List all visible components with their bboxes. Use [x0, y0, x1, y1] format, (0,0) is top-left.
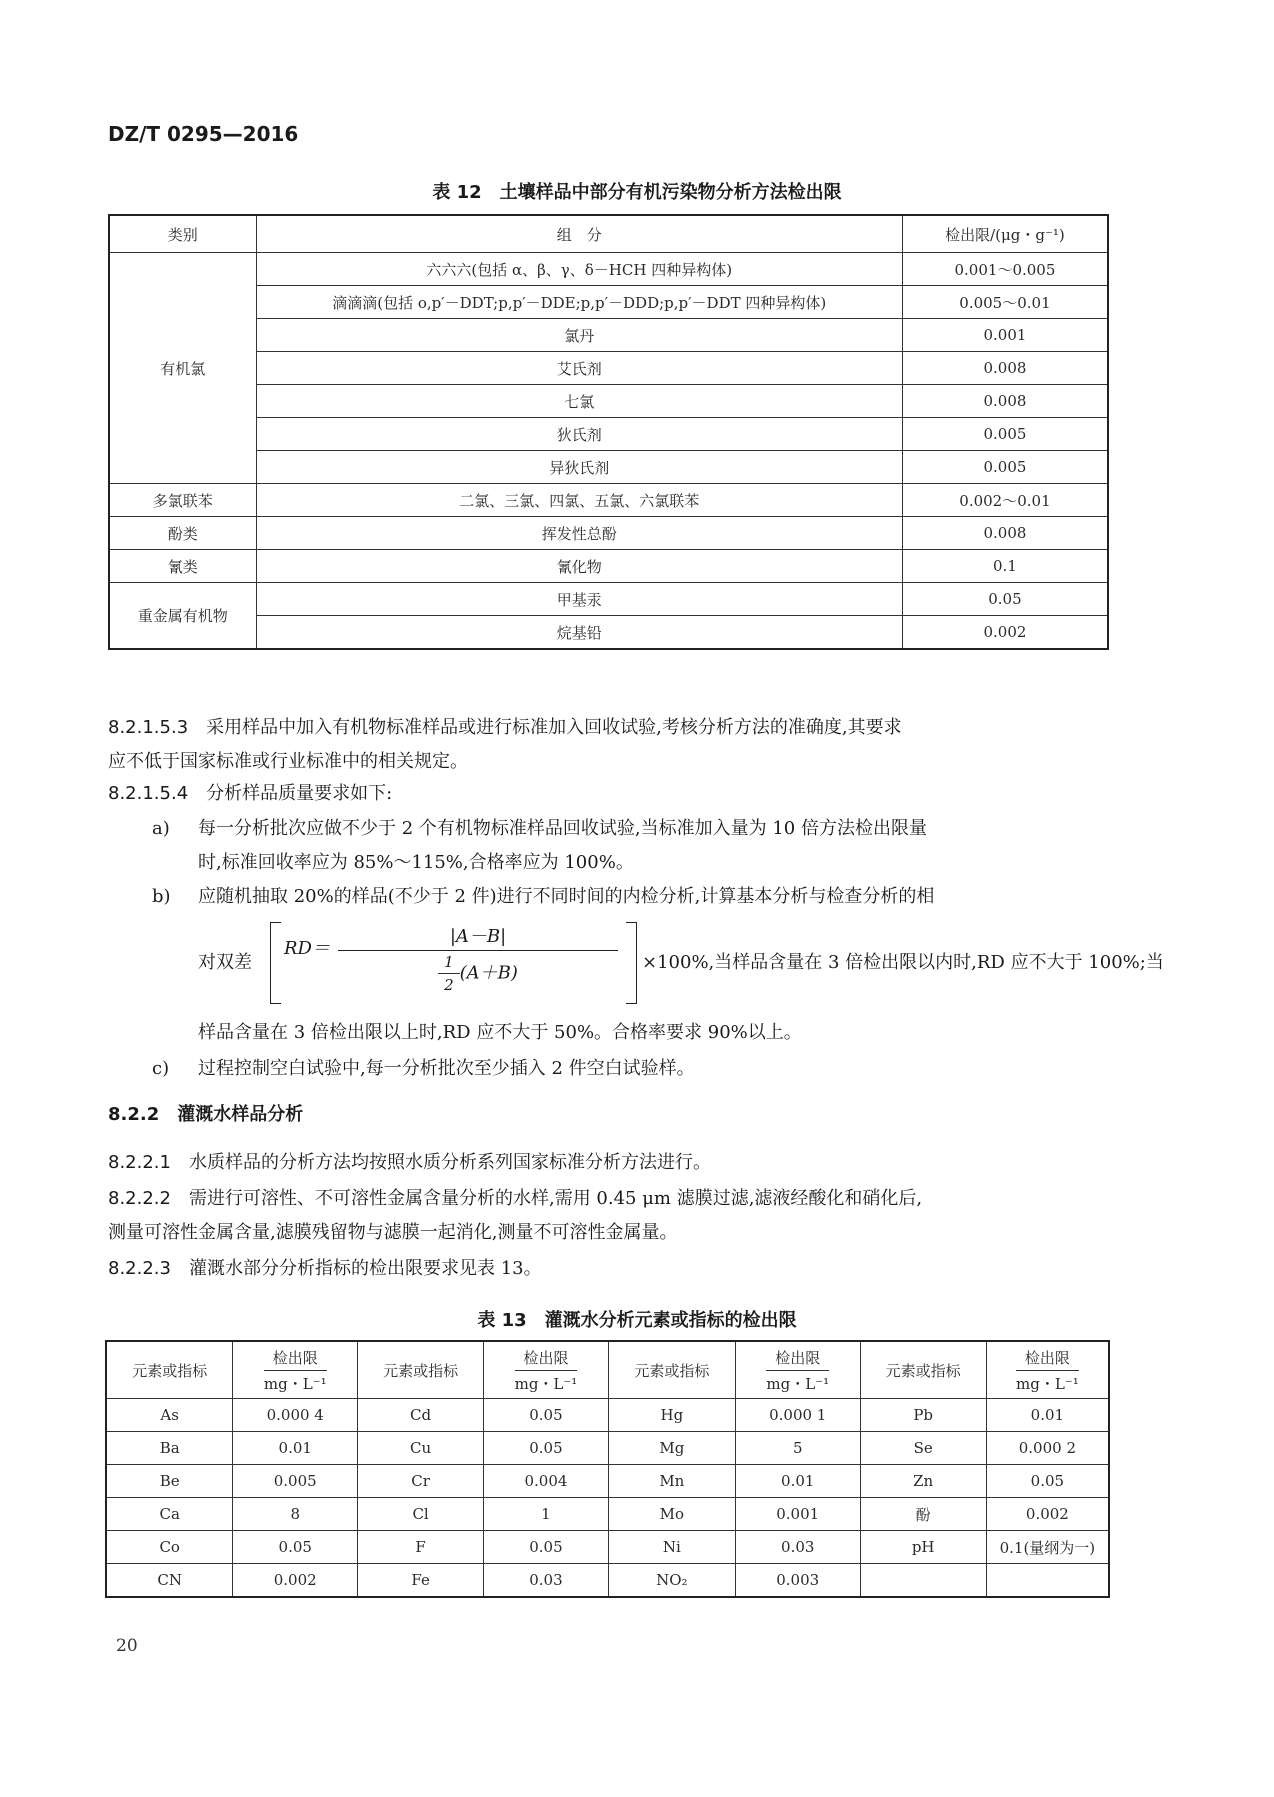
table12-component-cell: 滴滴滴(包括 o,p′－DDT;p,p′－DDE;p,p′－DDD;p,p′－DDT 四种异构体) — [256, 286, 902, 319]
table13-element-cell: Pb — [860, 1399, 986, 1432]
table13-limit-cell: 5 — [735, 1432, 860, 1465]
table12-limit-cell: 0.1 — [902, 550, 1108, 583]
table-row — [109, 286, 1108, 319]
table-row — [106, 1399, 1109, 1432]
table-row — [109, 418, 1108, 451]
para-8223 — [108, 1252, 1108, 1286]
table13-element-cell: Mn — [608, 1465, 735, 1498]
table13-limit-cell: 0.003 — [735, 1564, 860, 1598]
table13-caption: 表 13 灌溉水分析元素或指标的检出限 — [477, 1310, 797, 1331]
table13-limit-cell: 0.05 — [986, 1465, 1109, 1498]
table13-header-row — [106, 1341, 1109, 1399]
table-row — [109, 352, 1108, 385]
table13-limit-cell: 0.01 — [735, 1465, 860, 1498]
table13-header-element: 元素或指标 — [860, 1341, 986, 1399]
table12-limit-cell: 0.005 — [902, 418, 1108, 451]
list-item-text: 样品含量在 3 倍检出限以上时,RD 应不大于 50%。合格率要求 90%以上。 — [198, 1022, 802, 1043]
table12-header-row — [109, 215, 1108, 253]
section-heading-822 — [108, 1100, 303, 1126]
table13-element-cell: Cd — [358, 1399, 484, 1432]
table13-limit-cell: 0.05 — [484, 1432, 609, 1465]
table13-limit-cell: 0.002 — [233, 1564, 358, 1598]
table13-body — [106, 1399, 1109, 1598]
document-code: DZ/T 0295—2016 — [108, 122, 299, 146]
list-item-a — [152, 812, 1108, 882]
table13-element-cell: Ca — [106, 1498, 233, 1531]
table13 — [105, 1340, 1110, 1598]
table13-element-cell: Co — [106, 1531, 233, 1564]
table13-element-cell: CN — [106, 1564, 233, 1598]
para-number: 8.2.1.5.4 — [108, 783, 189, 804]
table13-element-cell: Hg — [608, 1399, 735, 1432]
table13-limit-cell: 0.004 — [484, 1465, 609, 1498]
formula-denominator: $\frac{1}{2}$ (A＋B) — [338, 951, 618, 994]
table13-limit-cell: 0.05 — [233, 1531, 358, 1564]
table12 — [108, 214, 1109, 650]
table12-category-cell: 重金属有机物 — [109, 583, 256, 650]
list-marker: b) — [152, 886, 171, 907]
table-row — [106, 1531, 1109, 1564]
table13-limit-cell: 0.01 — [233, 1432, 358, 1465]
table13-element-cell: Mo — [608, 1498, 735, 1531]
table13-header-element: 元素或指标 — [608, 1341, 735, 1399]
formula-numerator: |A－B| — [338, 922, 618, 951]
table13-element-cell: Cu — [358, 1432, 484, 1465]
table13-element-cell: Fe — [358, 1564, 484, 1598]
table-row — [106, 1465, 1109, 1498]
table-row — [106, 1432, 1109, 1465]
formula-fraction — [338, 922, 618, 994]
table13-element-cell: NO₂ — [608, 1564, 735, 1598]
table-row — [109, 484, 1108, 517]
table13-header-limit: $\frac{\text{检出限}}{\text{mg・L⁻¹}}$ — [484, 1341, 609, 1399]
table12-limit-cell: 0.008 — [902, 517, 1108, 550]
table-row — [109, 385, 1108, 418]
list-marker: a) — [152, 818, 170, 839]
list-item-text: 每一分析批次应做不少于 2 个有机物标准样品回收试验,当标准加入量为 10 倍方法检出限量 时,标准回收率应为 85%～115%,合格率应为 100%。 — [198, 818, 927, 873]
table13-limit-cell — [986, 1564, 1109, 1598]
rd-formula — [198, 922, 1164, 1022]
list-item-text: 过程控制空白试验中,每一分析批次至少插入 2 件空白试验样。 — [198, 1058, 695, 1079]
table13-element-cell: Se — [860, 1432, 986, 1465]
para-8221 — [108, 1146, 1108, 1180]
table13-element-cell: Mg — [608, 1432, 735, 1465]
table-row — [109, 253, 1108, 286]
table13-limit-cell: 0.03 — [484, 1564, 609, 1598]
table12-limit-cell: 0.005 — [902, 451, 1108, 484]
table13-element-cell: Ni — [608, 1531, 735, 1564]
table-row — [109, 583, 1108, 616]
table-row — [109, 616, 1108, 650]
para-8215-4 — [108, 777, 1108, 811]
table12-component-cell: 六六六(包括 α、β、γ、δ－HCH 四种异构体) — [256, 253, 902, 286]
table12-component-cell: 异狄氏剂 — [256, 451, 902, 484]
table13-element-cell: Cr — [358, 1465, 484, 1498]
table13-limit-cell: 0.05 — [484, 1531, 609, 1564]
section-title: 灌溉水样品分析 — [177, 1104, 304, 1125]
table13-limit-cell: 0.000 2 — [986, 1432, 1109, 1465]
table13-element-cell: Cl — [358, 1498, 484, 1531]
para-text: 测量可溶性金属含量,滤膜残留物与滤膜一起消化,测量不可溶性金属量。 — [108, 1222, 678, 1243]
table-row — [106, 1564, 1109, 1598]
para-number: 8.2.2.3 — [108, 1258, 171, 1279]
table13-limit-cell: 0.000 4 — [233, 1399, 358, 1432]
table12-component-cell: 二氯、三氯、四氯、五氯、六氯联苯 — [256, 484, 902, 517]
table13-header-element: 元素或指标 — [358, 1341, 484, 1399]
formula-suffix: ×100%,当样品含量在 3 倍检出限以内时,RD 应不大于 100%;当 — [642, 952, 1164, 973]
table-row — [109, 451, 1108, 484]
para-text: 灌溉水部分分析指标的检出限要求见表 13。 — [188, 1258, 542, 1279]
table13-header-element: 元素或指标 — [106, 1341, 233, 1399]
table12-component-cell: 挥发性总酚 — [256, 517, 902, 550]
table13-element-cell: F — [358, 1531, 484, 1564]
para-text: 分析样品质量要求如下: — [206, 783, 393, 804]
table13-element-cell — [860, 1564, 986, 1598]
table13-limit-cell: 0.03 — [735, 1531, 860, 1564]
formula-right-bracket — [626, 922, 637, 1004]
para-number: 8.2.2.1 — [108, 1152, 171, 1173]
table12-component-cell: 甲基汞 — [256, 583, 902, 616]
table12-limit-cell: 0.001～0.005 — [902, 253, 1108, 286]
para-text: 采用样品中加入有机物标准样品或进行标准加入回收试验,考核分析方法的准确度,其要求 — [206, 717, 902, 738]
table12-limit-cell: 0.008 — [902, 385, 1108, 418]
table13-limit-cell: 0.01 — [986, 1399, 1109, 1432]
table12-category-cell: 有机氯 — [109, 253, 256, 484]
table13-header-limit: $\frac{\text{检出限}}{\text{mg・L⁻¹}}$ — [986, 1341, 1109, 1399]
para-8215-3 — [108, 711, 1108, 779]
table13-element-cell: pH — [860, 1531, 986, 1564]
table12-limit-cell: 0.001 — [902, 319, 1108, 352]
table12-component-cell: 狄氏剂 — [256, 418, 902, 451]
table12-category-cell: 多氯联苯 — [109, 484, 256, 517]
table-row — [109, 319, 1108, 352]
formula-lhs: RD＝ — [284, 938, 330, 959]
list-item-text: 应随机抽取 20%的样品(不少于 2 件)进行不同时间的内检分析,计算基本分析与检查分析的相 — [198, 886, 935, 907]
table13-limit-cell: 0.002 — [986, 1498, 1109, 1531]
table-row — [106, 1498, 1109, 1531]
table13-element-cell: Zn — [860, 1465, 986, 1498]
table13-header-limit: $\frac{\text{检出限}}{\text{mg・L⁻¹}}$ — [735, 1341, 860, 1399]
table13-element-cell: Ba — [106, 1432, 233, 1465]
table12-category-cell: 氰类 — [109, 550, 256, 583]
table12-header-category: 类别 — [109, 215, 256, 253]
table13-limit-cell: 8 — [233, 1498, 358, 1531]
para-number: 8.2.1.5.3 — [108, 717, 189, 738]
para-number: 8.2.2.2 — [108, 1188, 171, 1209]
table13-header-limit: $\frac{\text{检出限}}{\text{mg・L⁻¹}}$ — [233, 1341, 358, 1399]
table12-body — [109, 253, 1108, 650]
table13-limit-cell: 0.1(量纲为一) — [986, 1531, 1109, 1564]
para-8222 — [108, 1182, 1108, 1250]
table13-limit-cell: 1 — [484, 1498, 609, 1531]
para-text: 需进行可溶性、不可溶性金属含量分析的水样,需用 0.45 μm 滤膜过滤,滤液经酸化和硝化后, — [188, 1188, 923, 1209]
table13-limit-cell: 0.05 — [484, 1399, 609, 1432]
table13-element-cell: Be — [106, 1465, 233, 1498]
table12-header-limit: 检出限/(μg・g⁻¹) — [902, 215, 1108, 253]
para-text: 应不低于国家标准或行业标准中的相关规定。 — [108, 751, 468, 772]
table12-component-cell: 七氯 — [256, 385, 902, 418]
table12-component-cell: 氰化物 — [256, 550, 902, 583]
table-row — [109, 550, 1108, 583]
table13-element-cell: As — [106, 1399, 233, 1432]
table-row — [109, 517, 1108, 550]
formula-prefix: 对双差 — [198, 952, 252, 973]
table12-limit-cell: 0.002～0.01 — [902, 484, 1108, 517]
table13-limit-cell: 0.005 — [233, 1465, 358, 1498]
page-number: 20 — [116, 1636, 138, 1656]
table12-category-cell: 酚类 — [109, 517, 256, 550]
table12-limit-cell: 0.05 — [902, 583, 1108, 616]
table12-header-component: 组 分 — [256, 215, 902, 253]
table13-element-cell: 酚 — [860, 1498, 986, 1531]
section-number: 8.2.2 — [108, 1104, 160, 1125]
table12-component-cell: 艾氏剂 — [256, 352, 902, 385]
table13-limit-cell: 0.001 — [735, 1498, 860, 1531]
formula-left-bracket — [270, 922, 281, 1004]
para-text: 水质样品的分析方法均按照水质分析系列国家标准分析方法进行。 — [188, 1152, 711, 1173]
list-marker: c) — [152, 1058, 170, 1079]
table13-limit-cell: 0.000 1 — [735, 1399, 860, 1432]
table12-caption: 表 12 土壤样品中部分有机污染物分析方法检出限 — [432, 182, 842, 203]
table12-component-cell: 氯丹 — [256, 319, 902, 352]
table12-limit-cell: 0.002 — [902, 616, 1108, 650]
table12-component-cell: 烷基铅 — [256, 616, 902, 650]
table12-limit-cell: 0.005～0.01 — [902, 286, 1108, 319]
table12-limit-cell: 0.008 — [902, 352, 1108, 385]
